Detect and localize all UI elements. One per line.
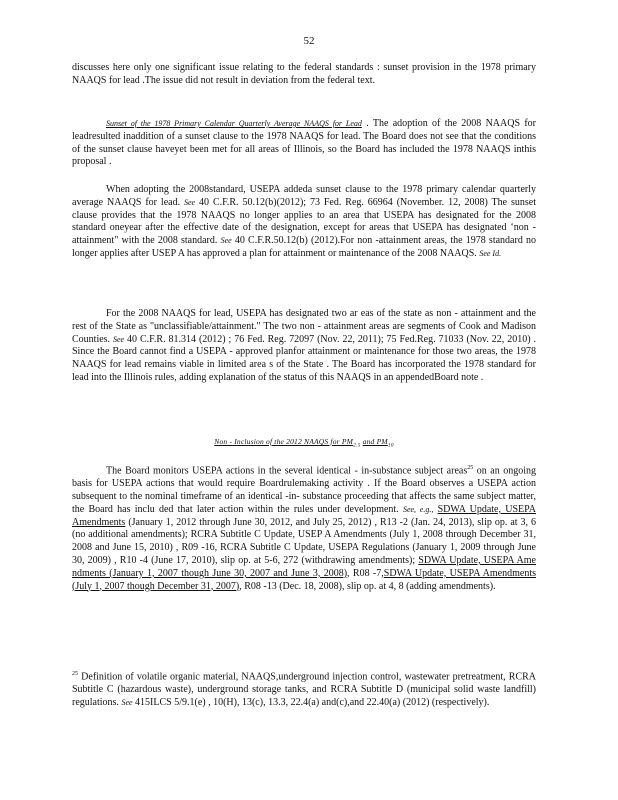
monitoring-text-e: , R08 -13 (Dec. 18, 2008), slip op. at 4, 8 (adding amendments). — [239, 580, 496, 592]
see-id-signal: See Id. — [479, 248, 502, 258]
footnote-text: Definition of volatile organic material, NAAQS,underground injection control, wastewater pretreatment, RCRA Subtitle C (hazardous waste), underground storage tanks, and RCRA Subtitle D (municipal solid waste landfill) regulations. — [72, 671, 537, 708]
sunset-heading: Sunset of the 1978 Primary Calendar Quarterly Average NAAQS for Lead — [106, 119, 362, 128]
see-signal: See — [220, 236, 232, 246]
sunset-text: . The adoption of the 2008 NAAQS for leadresulted inaddition of a sunset clause to the 1978 NAAQS for lead. The Board does not see that the conditions of the sunset clause haveyet been met for all areas of Illinois, so the Board has included the 1978 NAAQS inthis proposal . — [72, 118, 536, 168]
monitoring-text-c: (January 1, 2012 through June 30, 2012, and July 25, 2012) , R13 -2 (Jan. 24, 2013), slip op. at 3, 6 (no additional amendments); RCRA Subtitle C Update, USEP A Amendments (July 1, 2008 through December 31, 2008 and June 15, 2010) , R09 -16, RCRA Subtitle C Update, USEPA Regulations (January 1, 2009 through June 30, 2009) , R10 -4 (June 17, 2010), slip op. at 5-6, 272 (withdrawing amendments); — [72, 516, 537, 566]
adoption-citation-1: 40 C.F.R. 50.12(b)(2012); 73 Fed. Reg. 66964 (November. 12, 2008) The sunset clause provides that the 1978 NAAQS no longer applies to an area that USEPA has designated for the 2008 standard oneyear after the effective date of the designation, except for areas that USEPA has designated ‘non -attainment" with the 2008 standard. — [72, 196, 537, 247]
pm25-subscript: 2.5 — [353, 442, 361, 449]
noninclusion-heading-a: Non - Inclusion of the 2012 NAAQS for PM — [214, 437, 354, 446]
footnote-reference: 25 — [467, 465, 474, 471]
monitoring-text-a: The Board monitors USEPA actions in the several identical - in-substance subject areas — [106, 465, 468, 477]
case-citation-2: SDWA Update, USEPA Ame ndments (January 1, 2007 though June 30, 2007 and June 3, 2008) — [72, 554, 536, 579]
see-eg-signal: See, e.g., — [402, 504, 434, 514]
adoption-text: When adopting the 2008standard, USEPA addeda sunset clause to the 1978 primary calendar quarterly average NAAQS for lead. — [72, 184, 536, 208]
footnote-25 — [72, 668, 536, 710]
monitoring-text-b: on an ongoing basis for USEPA actions that would require Boardrulemaking activity . If the Board observes a USEPA action subsequent to the nominal timeframe of an identical -in- substance proceeding that affects the same subject matter, the Board has inclu ded that later action within the rules under development. — [72, 465, 537, 515]
see-signal: See — [184, 197, 196, 207]
adoption-paragraph — [72, 184, 536, 261]
noninclusion-heading-b: and PM — [362, 437, 388, 446]
designation-paragraph — [72, 308, 536, 385]
adoption-citation-2: 40 C.F.R.50.12(b) (2012).For non -attainment areas, the 1978 standard no longer applies after USEP A has approved a plan for attainment or maintenance of the 2008 NAAQS. — [72, 235, 536, 259]
see-signal: See — [121, 697, 133, 707]
monitoring-paragraph — [72, 462, 536, 593]
pm10-subscript: 10 — [387, 442, 394, 449]
case-citation-1: SDWA Update, USEPA Amendments — [72, 503, 537, 528]
designation-text: For the 2008 NAAQS for lead, USEPA has designated two ar eas of the state as non - attainment and the rest of the State as "unclassifiable/attainment." The two non - attainment areas are segments of Cook and Madison Counties. — [72, 308, 536, 345]
footnote-citation: 415ILCS 5/9.1(e) , 10(H), 13(c), 13.3, 22.4(a) and(c),and 22.40(a) (2012) (respectively). — [135, 696, 490, 708]
noninclusion-heading — [72, 437, 536, 449]
intro-paragraph — [72, 62, 536, 88]
monitoring-text-d: , R08 -7, — [347, 567, 384, 579]
page-number: 52 — [303, 35, 315, 47]
designation-citation: 40 C.F.R. 81.314 (2012) ; 76 Fed. Reg. 72097 (Nov. 22, 2011); 75 Fed.Reg. 71033 (Nov. 22, 2010) . Since the Board cannot find a USEPA - approved planfor attainment or maintenance for those two areas, the 1978 NAAQS for lead remains viable in limited area s of the State . The Board has incorporated the 1978 standard for lead into the Illinois rules, adding explanation of the status of this NAAQS in an appendedBoard note . — [72, 333, 536, 383]
see-signal: See — [113, 334, 125, 344]
sunset-paragraph — [72, 118, 536, 169]
intro-text: discusses here only one significant issue relating to the federal standards : sunset provision in the 1978 primary NAAQS for lead .The issue did not result in deviation from the federal text. — [72, 62, 536, 86]
footnote-number: 25 — [72, 671, 78, 677]
case-citation-3: SDWA Update, USEPA Amendments (July 1, 2007 though December 31, 2007) — [72, 567, 536, 592]
